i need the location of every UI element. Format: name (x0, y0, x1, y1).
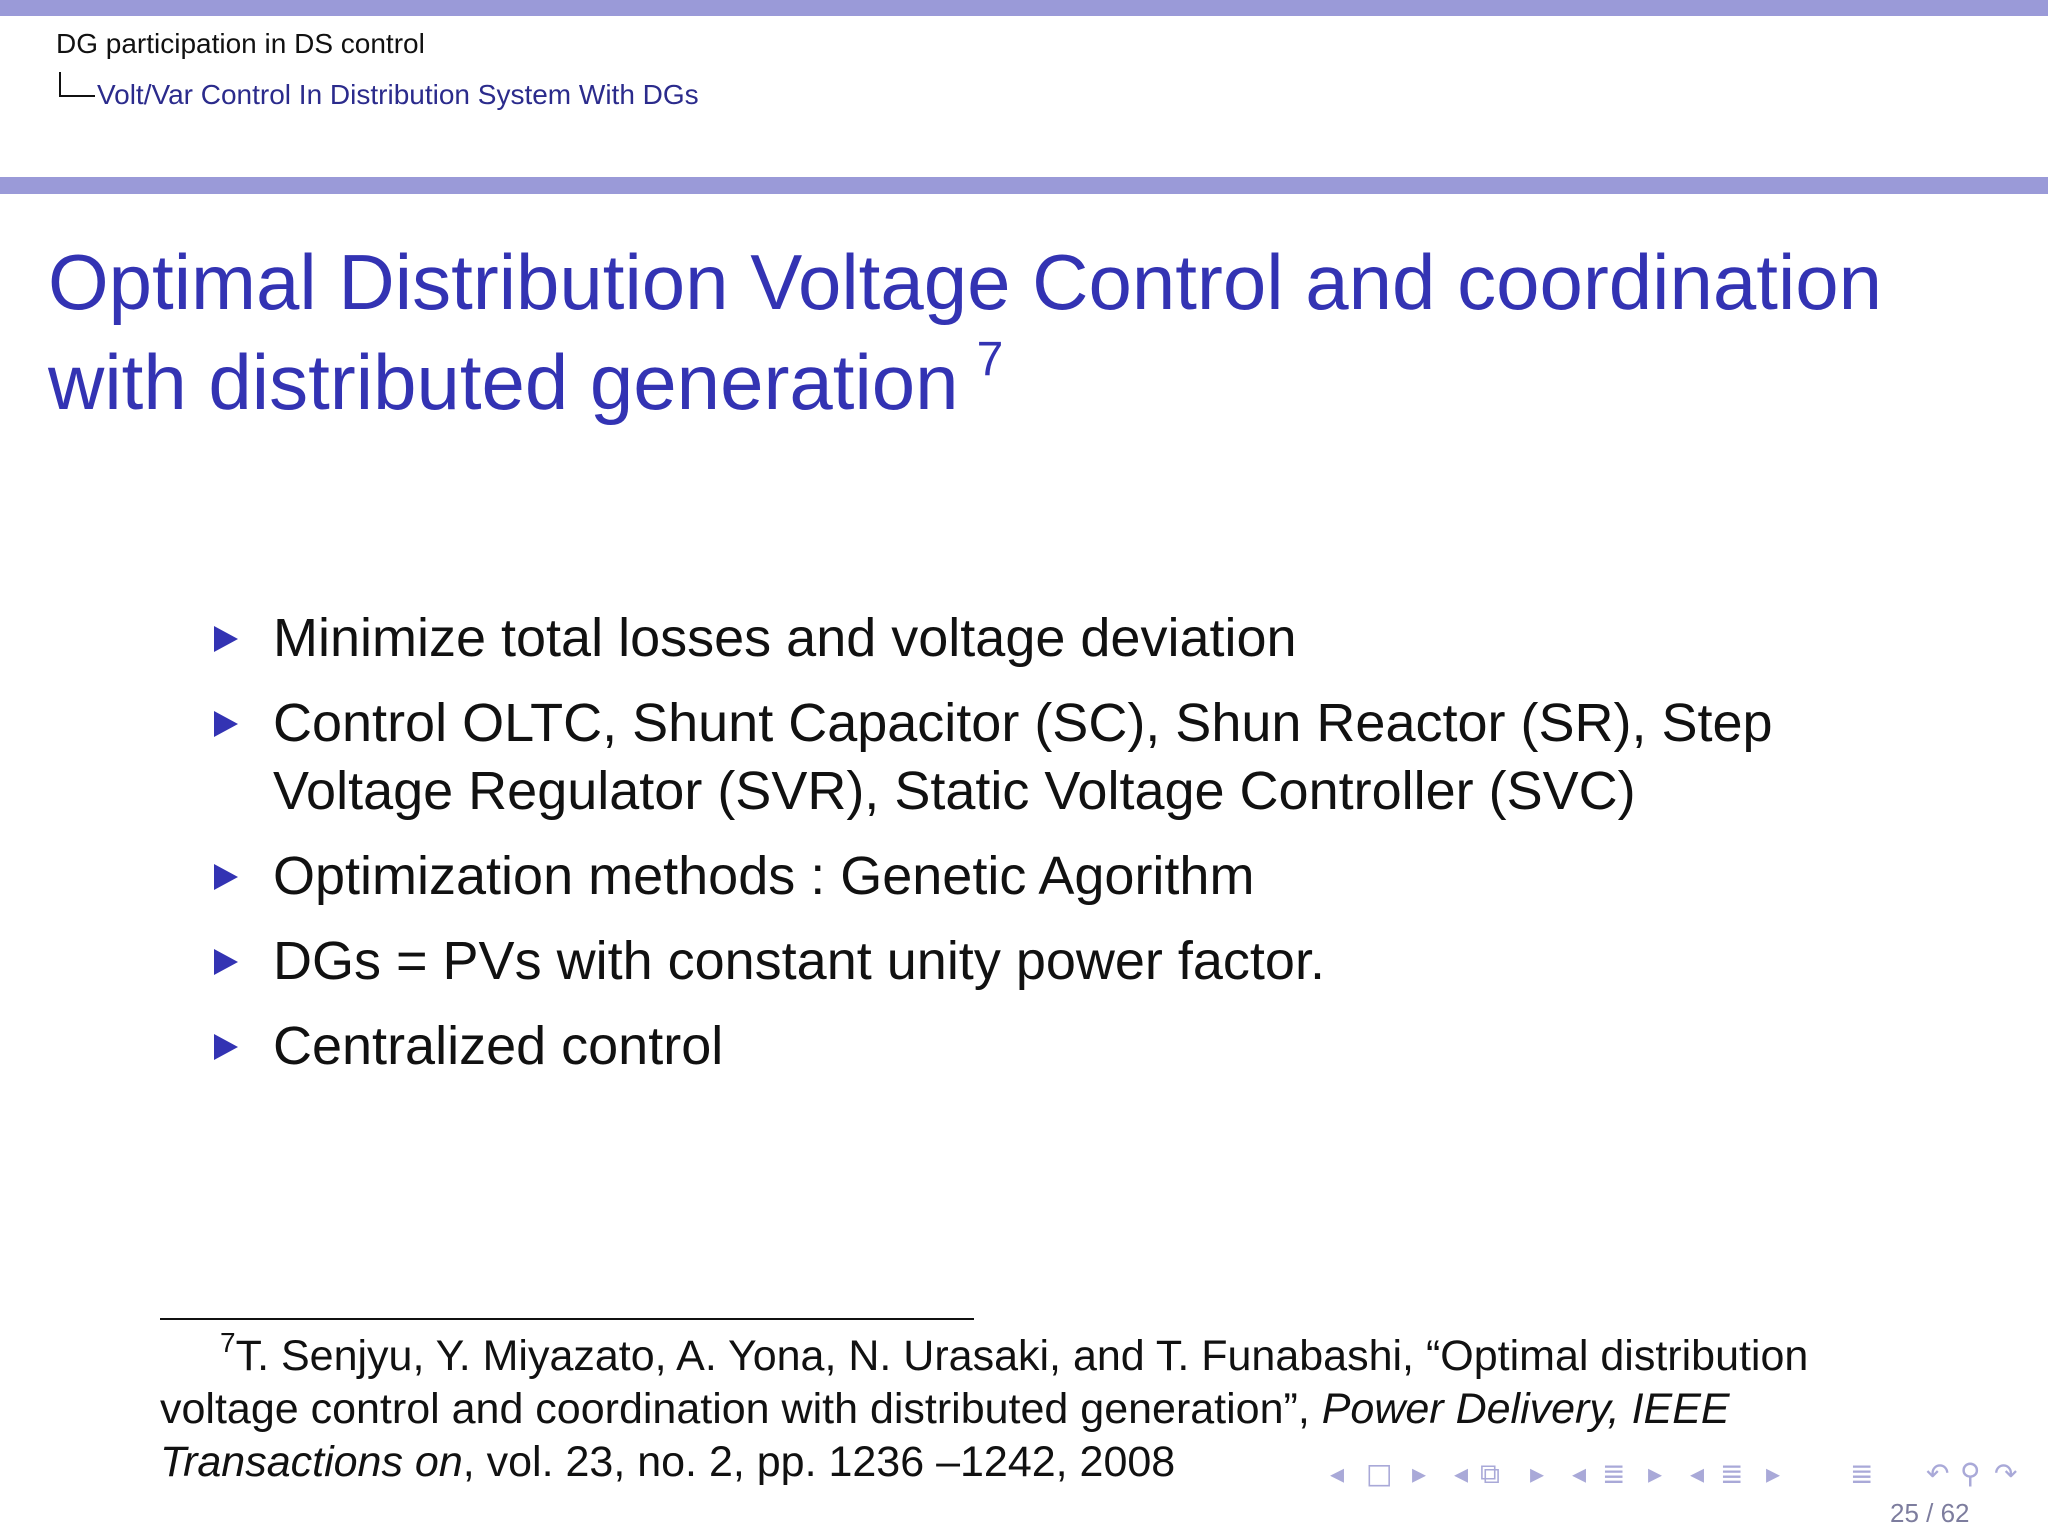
document-icon[interactable]: ≣ (1850, 1457, 1874, 1490)
prev-part-icon[interactable]: ◂ (1690, 1457, 1705, 1490)
frame-icon[interactable]: □ (1366, 1457, 1393, 1490)
frame-title-text: Optimal Distribution Voltage Control and coordination with distributed generation (48, 238, 1883, 426)
list-item (210, 842, 1950, 910)
bullet-text: DGs = PVs with constant unity power factor. (273, 931, 1325, 991)
navigation-bar (1330, 1457, 2030, 1491)
next-part-icon[interactable]: ▸ (1766, 1457, 1781, 1490)
header-divider (0, 177, 2048, 194)
subsection-icon[interactable]: ⧉ (1480, 1457, 1500, 1490)
bullet-text: Minimize total losses and voltage deviation (273, 608, 1297, 668)
part-icon[interactable]: ≣ (1720, 1457, 1744, 1490)
subsection-title: Volt/Var Control In Distribution System With DGs (97, 79, 699, 110)
prev-subsection-icon[interactable]: ◂ (1454, 1457, 1469, 1490)
bullet-triangle-icon (214, 1034, 238, 1060)
list-item (210, 689, 1950, 825)
list-item (210, 1012, 1950, 1080)
bullet-triangle-icon (214, 949, 238, 975)
next-subsection-icon[interactable]: ▸ (1530, 1457, 1545, 1490)
prev-frame-icon[interactable]: ◂ (1330, 1457, 1345, 1490)
undo-icon[interactable]: ↶ (1926, 1457, 1950, 1490)
footnote-divider (160, 1318, 974, 1320)
footnote-authors: T. Senjyu, Y. Miyazato, A. Yona, N. Urasaki, and T. Funabashi, “Optimal distribution voltage control and coordination with distributed generation”, (160, 1332, 1809, 1433)
bullet-list (210, 604, 1950, 1097)
footnote-details: , vol. 23, no. 2, pp. 1236 –1242, 2008 (462, 1438, 1176, 1486)
list-item (210, 604, 1950, 672)
tree-corner-icon (59, 72, 95, 97)
bullet-triangle-icon (214, 626, 238, 652)
footnote-journal: Power Delivery, IEEE Transactions on (160, 1385, 1730, 1486)
prev-section-icon[interactable]: ◂ (1572, 1457, 1587, 1490)
search-icon[interactable]: ⚲ (1960, 1457, 1981, 1490)
bullet-text: Centralized control (273, 1016, 724, 1076)
frame-title (48, 232, 2008, 432)
redo-icon[interactable]: ↷ (1994, 1457, 2018, 1490)
footnote-mark: 7 (220, 1327, 236, 1358)
header-top-bar (0, 0, 2048, 16)
bullet-triangle-icon (214, 711, 238, 737)
bullet-triangle-icon (214, 864, 238, 890)
page-number: 25 / 62 (1890, 1498, 1970, 1528)
next-section-icon[interactable]: ▸ (1648, 1457, 1663, 1490)
next-frame-icon[interactable]: ▸ (1412, 1457, 1427, 1490)
section-icon[interactable]: ≣ (1602, 1457, 1626, 1490)
list-item (210, 927, 1950, 995)
title-footnote-mark: 7 (976, 333, 1004, 386)
section-title: DG participation in DS control (56, 28, 425, 59)
bullet-text: Control OLTC, Shunt Capacitor (SC), Shun Reactor (SR), Step Voltage Regulator (SVR), Static Voltage Controller (SVC) (273, 693, 1773, 821)
bullet-text: Optimization methods : Genetic Agorithm (273, 846, 1255, 906)
